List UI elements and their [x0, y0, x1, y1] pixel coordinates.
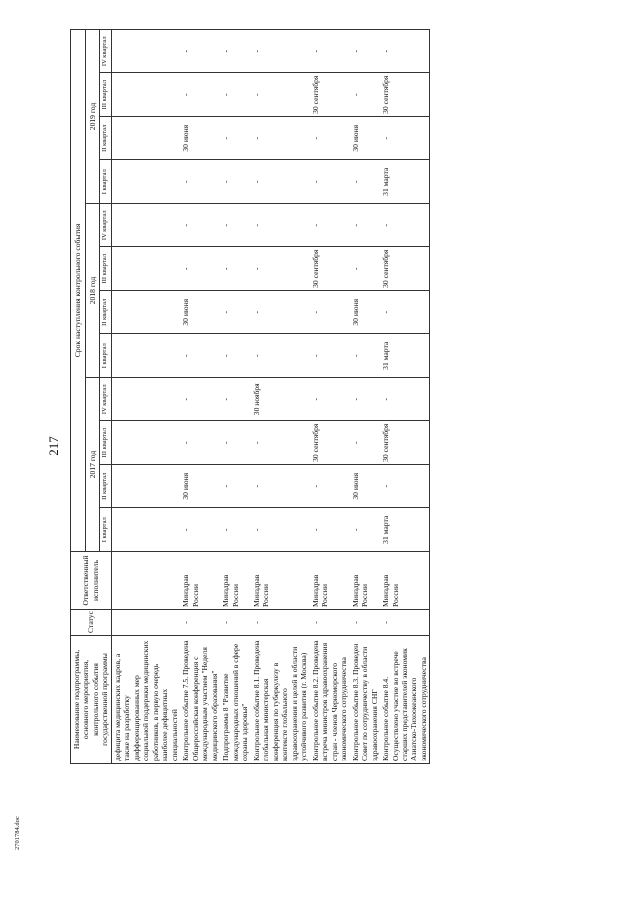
quarter-cell: - [310, 160, 350, 204]
quarter-cell: 30 сентября [310, 247, 350, 291]
program-table-rotated [70, 30, 618, 764]
quarter-cell: 30 сентября [310, 421, 350, 465]
quarter-cell: 30 июня [350, 117, 380, 161]
quarter-cell: - [180, 247, 220, 291]
row-executor: Минздрав России [380, 552, 430, 610]
quarter-header: IV квартал [100, 378, 112, 422]
quarter-header: II квартал [100, 465, 112, 509]
quarter-cell: - [251, 465, 310, 509]
quarter-cell: - [251, 421, 310, 465]
quarter-cell: - [310, 378, 350, 422]
quarter-cell: 30 сентября [380, 421, 430, 465]
quarter-cell: - [380, 117, 430, 161]
quarter-cell: - [350, 204, 380, 248]
quarter-cell [111, 160, 180, 204]
quarter-cell: 30 июня [350, 291, 380, 335]
quarter-cell: - [251, 29, 310, 73]
quarter-cell: 30 сентября [380, 73, 430, 117]
quarter-cell: - [310, 508, 350, 552]
quarter-cell: - [220, 117, 250, 161]
quarter-cell: - [310, 204, 350, 248]
quarter-cell: - [220, 291, 250, 335]
quarter-cell: - [380, 291, 430, 335]
quarter-cell: - [180, 160, 220, 204]
row-executor: Минздрав России [251, 552, 310, 610]
quarter-cell: - [310, 29, 350, 73]
quarter-cell: - [310, 334, 350, 378]
quarter-cell: - [310, 291, 350, 335]
table-row [310, 29, 350, 763]
quarter-cell [111, 421, 180, 465]
row-executor: Минздрав России [350, 552, 380, 610]
year-header: 2019 год [85, 29, 100, 203]
table-row [220, 29, 250, 763]
row-name: Контрольное событие 8.3. Проведен Совет по сотрудничеству в области здравоохранения СНГ [350, 636, 380, 764]
quarter-cell: 30 сентября [310, 73, 350, 117]
row-status [111, 610, 180, 636]
quarter-cell: - [350, 29, 380, 73]
quarter-cell: 30 июня [180, 465, 220, 509]
row-name: Контрольное событие 8.4. Осуществлено участие во встрече старших представителей экономик Азиатско-Тихоокеанского экономического сотрудничества [380, 636, 430, 764]
year-header: 2018 год [85, 204, 100, 378]
header-deadline: Срок наступления контрольного события [71, 29, 86, 551]
row-status: - [380, 610, 430, 636]
quarter-cell: 31 марта [380, 508, 430, 552]
quarter-cell: - [251, 204, 310, 248]
row-name: Контрольное событие 8.2. Проведена встреча министров здравоохранения стран - членов Черноморского экономического сотрудничества [310, 636, 350, 764]
quarter-cell: - [310, 117, 350, 161]
quarter-cell: 30 сентября [380, 247, 430, 291]
quarter-cell: 30 июня [180, 117, 220, 161]
row-status: - [310, 610, 350, 636]
quarter-cell: - [251, 247, 310, 291]
quarter-header: I квартал [100, 334, 112, 378]
quarter-cell: - [220, 378, 250, 422]
quarter-cell: 31 марта [380, 160, 430, 204]
quarter-cell: 30 июня [350, 465, 380, 509]
quarter-header: I квартал [100, 160, 112, 204]
quarter-cell: - [180, 204, 220, 248]
control-events-table [70, 29, 430, 764]
quarter-cell [111, 204, 180, 248]
quarter-cell: - [380, 29, 430, 73]
quarter-cell: 30 ноября [251, 378, 310, 422]
table-row [180, 29, 220, 763]
row-name: Подпрограмма 8 "Развитие международных отношений в сфере охраны здоровья" [220, 636, 250, 764]
year-header: 2017 год [85, 378, 100, 552]
row-name: Контрольное событие 8.1. Проведена глобальная министерская конференция по туберкулезу в контексте глобального здравоохранения и целей в области устойчивого развития (г. Москва) [251, 636, 310, 764]
quarter-cell [111, 378, 180, 422]
quarter-cell: - [220, 508, 250, 552]
quarter-header: I квартал [100, 508, 112, 552]
quarter-cell [111, 117, 180, 161]
quarter-header: IV квартал [100, 29, 112, 73]
quarter-cell: - [380, 465, 430, 509]
quarter-cell: - [251, 160, 310, 204]
quarter-cell: - [380, 378, 430, 422]
row-status: - [251, 610, 310, 636]
quarter-header: II квартал [100, 117, 112, 161]
quarter-cell: - [180, 334, 220, 378]
quarter-cell: - [220, 421, 250, 465]
quarter-header: II квартал [100, 291, 112, 335]
quarter-cell: - [251, 334, 310, 378]
row-name: Контрольное событие 7.5. Проведена Общероссийская конференция с международным участием "Неделя медицинского образования" [180, 636, 220, 764]
header-status: Статус [71, 610, 112, 636]
page-number: 217 [45, 436, 61, 456]
row-name: дефицита медицинских кадров, а также на разработку дифференцированных мер социальной поддержки медицинских работников, в первую очередь наиболее дефицитных специальностей [111, 636, 180, 764]
quarter-cell: - [220, 465, 250, 509]
header-executor: Ответственный исполнитель [71, 552, 112, 610]
footer-doc-code: 2701784.doc [14, 816, 21, 850]
quarter-cell: - [180, 378, 220, 422]
quarter-cell: - [251, 508, 310, 552]
row-executor: Минздрав России [180, 552, 220, 610]
row-executor [111, 552, 180, 610]
quarter-cell: - [350, 508, 380, 552]
row-status: - [350, 610, 380, 636]
quarter-cell: - [180, 29, 220, 73]
quarter-cell: - [180, 421, 220, 465]
quarter-cell: - [350, 421, 380, 465]
quarter-cell: - [220, 204, 250, 248]
quarter-cell: - [310, 465, 350, 509]
quarter-cell [111, 29, 180, 73]
table-row [380, 29, 430, 763]
quarter-header: IV квартал [100, 204, 112, 248]
quarter-cell: - [350, 73, 380, 117]
quarter-cell: - [180, 73, 220, 117]
quarter-cell: 30 июня [180, 291, 220, 335]
quarter-cell: - [350, 378, 380, 422]
row-status: - [220, 610, 250, 636]
quarter-cell: - [220, 29, 250, 73]
quarter-cell [111, 465, 180, 509]
quarter-cell: - [350, 247, 380, 291]
table-row [111, 29, 180, 763]
quarter-cell: - [220, 73, 250, 117]
quarter-cell [111, 73, 180, 117]
quarter-header: III квартал [100, 421, 112, 465]
row-executor: Минздрав России [310, 552, 350, 610]
quarter-cell: - [220, 160, 250, 204]
table-row [350, 29, 380, 763]
quarter-cell: 31 марта [380, 334, 430, 378]
table-row [251, 29, 310, 763]
header-name: Наименование подпрограммы, основного мероприятия, контрольного события государственной программы [71, 636, 112, 764]
quarter-header: III квартал [100, 73, 112, 117]
quarter-cell: - [220, 247, 250, 291]
quarter-cell: - [251, 291, 310, 335]
quarter-cell: - [180, 508, 220, 552]
quarter-cell: - [350, 334, 380, 378]
quarter-cell [111, 291, 180, 335]
row-status: - [180, 610, 220, 636]
quarter-cell: - [380, 204, 430, 248]
quarter-cell [111, 334, 180, 378]
quarter-cell [111, 247, 180, 291]
quarter-cell: - [251, 73, 310, 117]
quarter-header: III квартал [100, 247, 112, 291]
quarter-cell: - [220, 334, 250, 378]
quarter-cell: - [350, 160, 380, 204]
quarter-cell: - [251, 117, 310, 161]
quarter-cell [111, 508, 180, 552]
row-executor: Минздрав России [220, 552, 250, 610]
